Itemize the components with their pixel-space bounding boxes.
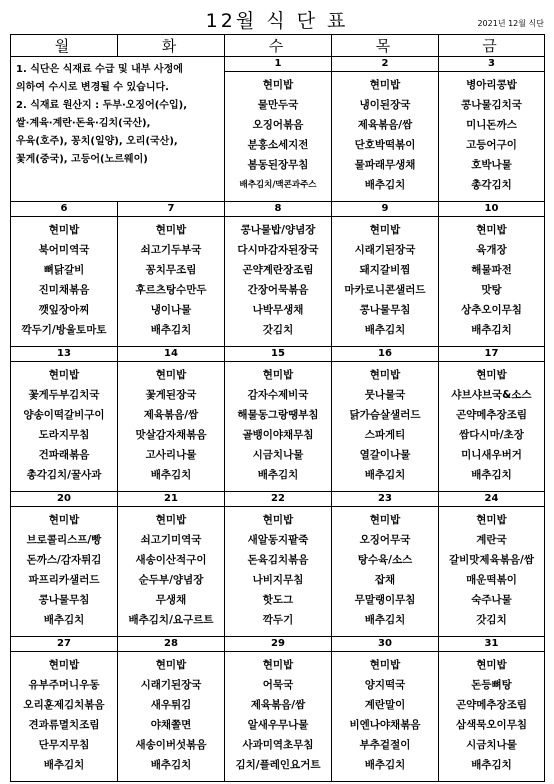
notice-cell — [11, 57, 225, 202]
rice-item: 콩나물밥/양념장 — [240, 224, 316, 236]
menu-cell — [11, 362, 118, 492]
menu-item: 배추김치 — [471, 324, 512, 336]
menu-item: 새우튀김 — [150, 699, 192, 711]
menu-item: 쌈다시마/초장 — [459, 429, 524, 441]
menu-item: 후르츠탕수만두 — [135, 284, 207, 296]
rice-item: 현미밥 — [369, 224, 401, 236]
menu-item: 양지떡국 — [364, 679, 406, 691]
notice-line: 1. 식단은 식재료 수급 및 내부 사정에 — [16, 64, 183, 75]
menu-cell — [11, 217, 118, 347]
menu-item: 총각김치/꿀사과 — [26, 469, 102, 481]
weekday-header: 화 — [118, 35, 225, 57]
menu-item: 어묵국 — [262, 679, 294, 691]
menu-item: 샤브샤브국&소스 — [451, 389, 532, 401]
date-number: 6 — [11, 202, 118, 217]
menu-cell — [225, 362, 332, 492]
date-row — [11, 637, 545, 652]
menu-item: 상추오이무침 — [461, 304, 522, 316]
menu-item: 콩나물무침 — [359, 304, 411, 316]
rice-item: 현미밥 — [369, 514, 401, 526]
menu-item: 배추김치 — [364, 469, 406, 481]
menu-item: 시금치나물 — [252, 449, 304, 461]
notice-line: 꽃게(중국), 고등어(노르웨이) — [16, 154, 148, 165]
menu-item: 파프리카샐러드 — [28, 574, 100, 586]
menu-item: 새송이산적구이 — [135, 554, 207, 566]
weekday-header: 월 — [11, 35, 118, 57]
menu-item: 꽁치무조림 — [145, 264, 197, 276]
menu-item: 물파래무생채 — [354, 159, 416, 171]
menu-item: 돼지갈비찜 — [359, 264, 411, 276]
menu-item: 갓김치 — [476, 614, 507, 626]
menu-item: 배추김치 — [364, 324, 406, 336]
date-number: 21 — [118, 492, 225, 507]
date-row — [11, 492, 545, 507]
menu-item: 북어미역국 — [38, 244, 90, 256]
menu-item: 꽃게두부김치국 — [28, 389, 100, 401]
date-number: 27 — [11, 637, 118, 652]
menu-cell — [439, 652, 545, 782]
menu-cell — [118, 362, 225, 492]
menu-item: 배추김치 — [364, 759, 406, 771]
menu-item: 단호박떡볶이 — [354, 139, 416, 151]
menu-item: 호박나물 — [471, 159, 512, 171]
menu-item: 시금치나물 — [466, 739, 517, 751]
menu-item: 부추겉절이 — [359, 739, 411, 751]
weekday-header: 금 — [439, 35, 545, 57]
rice-item: 현미밥 — [48, 514, 80, 526]
menu-item: 해물파전 — [471, 264, 512, 276]
date-number: 13 — [11, 347, 118, 362]
menu-item: 유부주머니우동 — [28, 679, 100, 691]
menu-item: 배추김치/맥콘과주스 — [239, 180, 317, 190]
menu-item: 오징어볶음 — [252, 119, 304, 131]
menu-item: 배추김치 — [364, 179, 406, 191]
menu-item: 감자수제비국 — [247, 389, 309, 401]
menu-item: 곤약메추장조림 — [455, 699, 527, 711]
menu-cell — [225, 507, 332, 637]
menu-item: 쇠고기두부국 — [140, 244, 202, 256]
rice-item: 현미밥 — [369, 659, 401, 671]
date-number: 24 — [439, 492, 545, 507]
date-number: 8 — [225, 202, 332, 217]
menu-item: 배추김치 — [150, 469, 192, 481]
menu-cell — [118, 507, 225, 637]
menu-item: 핫도그 — [262, 594, 294, 606]
menu-cell — [225, 652, 332, 782]
menu-item: 삼색묵오이무침 — [455, 719, 527, 731]
menu-cell — [332, 217, 439, 347]
notice-line: 의하여 수시로 변경될 수 있습니다. — [16, 82, 169, 93]
rice-item: 현미밥 — [476, 369, 507, 381]
menu-item: 비엔나야채볶음 — [349, 719, 421, 731]
menu-item: 냉이나물 — [150, 304, 192, 316]
menu-item: 건파래볶음 — [38, 449, 90, 461]
menu-item: 배추김치 — [471, 759, 512, 771]
menu-cell — [332, 362, 439, 492]
menu-item: 사과미역초무침 — [242, 739, 314, 751]
menu-item: 총각김치 — [471, 179, 512, 191]
menu-cell — [11, 652, 118, 782]
menu-item: 갓김치 — [262, 324, 294, 336]
rice-item: 현미밥 — [369, 79, 401, 91]
menu-cell — [439, 217, 545, 347]
menu-item: 맛탕 — [481, 284, 502, 296]
menu-item: 무말랭이무침 — [354, 594, 416, 606]
menu-item: 쇠고기미역국 — [140, 534, 202, 546]
menu-item: 매운떡볶이 — [466, 574, 517, 586]
menu-item: 배추김치 — [471, 469, 512, 481]
date-number: 10 — [439, 202, 545, 217]
menu-item: 미니새우버거 — [461, 449, 522, 461]
rice-item: 현미밥 — [476, 224, 507, 236]
menu-item: 마카로니콘샐러드 — [344, 284, 426, 296]
menu-item: 다시마감자된장국 — [237, 244, 319, 256]
menu-item: 물만두국 — [257, 99, 299, 111]
menu-item: 콩나물김치국 — [461, 99, 522, 111]
menu-item: 육개장 — [476, 244, 507, 256]
date-number: 23 — [332, 492, 439, 507]
menu-item: 배추김치 — [150, 324, 192, 336]
rice-item: 병아리콩밥 — [466, 79, 517, 91]
date-number: 7 — [118, 202, 225, 217]
notice-line: 우육(호주), 꽁치(일양), 오리(국산), — [16, 136, 178, 147]
rice-item: 현미밥 — [262, 659, 294, 671]
rice-item: 현미밥 — [48, 659, 80, 671]
weekday-header: 수 — [225, 35, 332, 57]
menu-item: 배추김치/요구르트 — [128, 614, 214, 626]
menu-item: 무생채 — [155, 594, 187, 606]
date-number: 31 — [439, 637, 545, 652]
menu-row — [11, 362, 545, 492]
menu-item: 숙주나물 — [471, 594, 512, 606]
menu-item: 계란국 — [476, 534, 507, 546]
menu-item: 오징어무국 — [359, 534, 411, 546]
menu-item: 배추김치 — [43, 759, 85, 771]
date-number: 1 — [225, 57, 332, 72]
menu-item: 돈까스/감자튀김 — [26, 554, 102, 566]
menu-item: 견과류멸치조림 — [28, 719, 100, 731]
menu-item: 새송이버섯볶음 — [135, 739, 207, 751]
menu-item: 브로콜리스프/빵 — [26, 534, 102, 546]
menu-item: 양송이떡갈비구이 — [23, 409, 105, 421]
date-number: 29 — [225, 637, 332, 652]
menu-item: 깍두기 — [262, 614, 294, 626]
date-number: 16 — [332, 347, 439, 362]
menu-item: 나박무생채 — [252, 304, 304, 316]
menu-item: 배추김치 — [43, 614, 85, 626]
menu-item: 닭가슴살샐러드 — [349, 409, 421, 421]
rice-item: 현미밥 — [262, 514, 294, 526]
menu-cell — [225, 72, 332, 202]
menu-item: 제육볶음/쌈 — [357, 119, 413, 131]
date-number: 15 — [225, 347, 332, 362]
menu-cell — [332, 72, 439, 202]
menu-item: 분홍소세지전 — [247, 139, 309, 151]
menu-item: 곤약메추장조림 — [455, 409, 527, 421]
date-number: 17 — [439, 347, 545, 362]
menu-item: 단무지무침 — [38, 739, 90, 751]
rice-item: 현미밥 — [476, 659, 507, 671]
menu-cell — [332, 652, 439, 782]
date-number: 22 — [225, 492, 332, 507]
menu-item: 열갈이나물 — [359, 449, 411, 461]
menu-cell — [11, 507, 118, 637]
rice-item: 현미밥 — [155, 224, 187, 236]
weekday-header-row — [11, 35, 545, 57]
menu-item: 돈육김치볶음 — [247, 554, 309, 566]
date-number: 3 — [439, 57, 545, 72]
rice-item: 현미밥 — [262, 369, 294, 381]
menu-item: 맛살감자채볶음 — [135, 429, 207, 441]
notice-line: 쌀·계육·계란·돈육·김치(국산), — [16, 118, 151, 129]
menu-item: 진미채볶음 — [38, 284, 90, 296]
rice-item: 현미밥 — [48, 224, 80, 236]
rice-item: 현미밥 — [262, 79, 294, 91]
date-number: 2 — [332, 57, 439, 72]
menu-item: 오리훈제김치볶음 — [23, 699, 105, 711]
menu-item: 나비지무침 — [252, 574, 304, 586]
menu-item: 배추김치 — [364, 614, 406, 626]
page-title: 12월 식 단 표 — [205, 10, 349, 32]
date-row — [11, 347, 545, 362]
menu-item: 꽃게된장국 — [145, 389, 197, 401]
menu-cell — [118, 652, 225, 782]
weekday-header: 목 — [332, 35, 439, 57]
menu-cell — [439, 362, 545, 492]
rice-item: 현미밥 — [476, 514, 507, 526]
date-number: 9 — [332, 202, 439, 217]
menu-item: 잡채 — [374, 574, 396, 586]
rice-item: 현미밥 — [155, 369, 187, 381]
date-number: 14 — [118, 347, 225, 362]
notice-line: 2. 식재료 원산지 : 두부·오징어(수입), — [16, 100, 187, 111]
menu-item: 미니돈까스 — [466, 119, 517, 131]
menu-row — [11, 507, 545, 637]
rice-item: 현미밥 — [48, 369, 80, 381]
menu-item: 탕수육/소스 — [357, 554, 413, 566]
menu-item: 알새우무나물 — [247, 719, 309, 731]
menu-item: 계란말이 — [364, 699, 406, 711]
date-row — [11, 57, 545, 72]
menu-item: 배추김치 — [257, 469, 299, 481]
menu-item: 해물동그랑땡부침 — [237, 409, 319, 421]
menu-item: 간장어묵볶음 — [247, 284, 309, 296]
menu-item: 스파게티 — [364, 429, 406, 441]
date-number: 28 — [118, 637, 225, 652]
date-row — [11, 202, 545, 217]
menu-row — [11, 217, 545, 347]
menu-cell — [225, 217, 332, 347]
menu-item: 제육볶음/쌈 — [143, 409, 199, 421]
date-number: 20 — [11, 492, 118, 507]
menu-month-label: 2021년 12월 식단 — [477, 19, 544, 28]
menu-item: 깍두기/방울토마토 — [21, 324, 107, 336]
menu-cell — [332, 507, 439, 637]
menu-item: 골뱅이야채무침 — [242, 429, 314, 441]
menu-cell — [439, 507, 545, 637]
menu-item: 곤약계란장조림 — [242, 264, 314, 276]
rice-item: 현미밥 — [155, 514, 187, 526]
menu-item: 김치/플레인요거트 — [235, 759, 321, 771]
rice-item: 현미밥 — [155, 659, 187, 671]
menu-item: 돈등뼈탕 — [471, 679, 512, 691]
menu-item: 제육볶음/쌈 — [250, 699, 306, 711]
menu-cell — [118, 217, 225, 347]
menu-item: 야채쫄면 — [150, 719, 192, 731]
date-number: 30 — [332, 637, 439, 652]
menu-row — [11, 652, 545, 782]
menu-item: 냉이된장국 — [359, 99, 411, 111]
menu-item: 콩나물무침 — [38, 594, 90, 606]
meal-plan-table — [10, 34, 545, 782]
menu-item: 순두부/양념장 — [138, 574, 204, 586]
rice-item: 현미밥 — [369, 369, 401, 381]
menu-item: 고등어구이 — [466, 139, 517, 151]
menu-item: 깻잎장아찌 — [38, 304, 90, 316]
menu-item: 새알동지팥죽 — [247, 534, 309, 546]
menu-item: 봄동된장무침 — [247, 159, 309, 171]
menu-item: 갈비맛제육볶음/쌈 — [449, 554, 534, 566]
menu-item: 시래기된장국 — [354, 244, 416, 256]
menu-cell — [439, 72, 545, 202]
menu-item: 시래기된장국 — [140, 679, 202, 691]
menu-item: 고사리나물 — [145, 449, 197, 461]
menu-item: 도라지무침 — [38, 429, 90, 441]
menu-item: 배추김치 — [150, 759, 192, 771]
menu-item: 뭇나물국 — [364, 389, 406, 401]
menu-item: 뼈닭갈비 — [43, 264, 85, 276]
